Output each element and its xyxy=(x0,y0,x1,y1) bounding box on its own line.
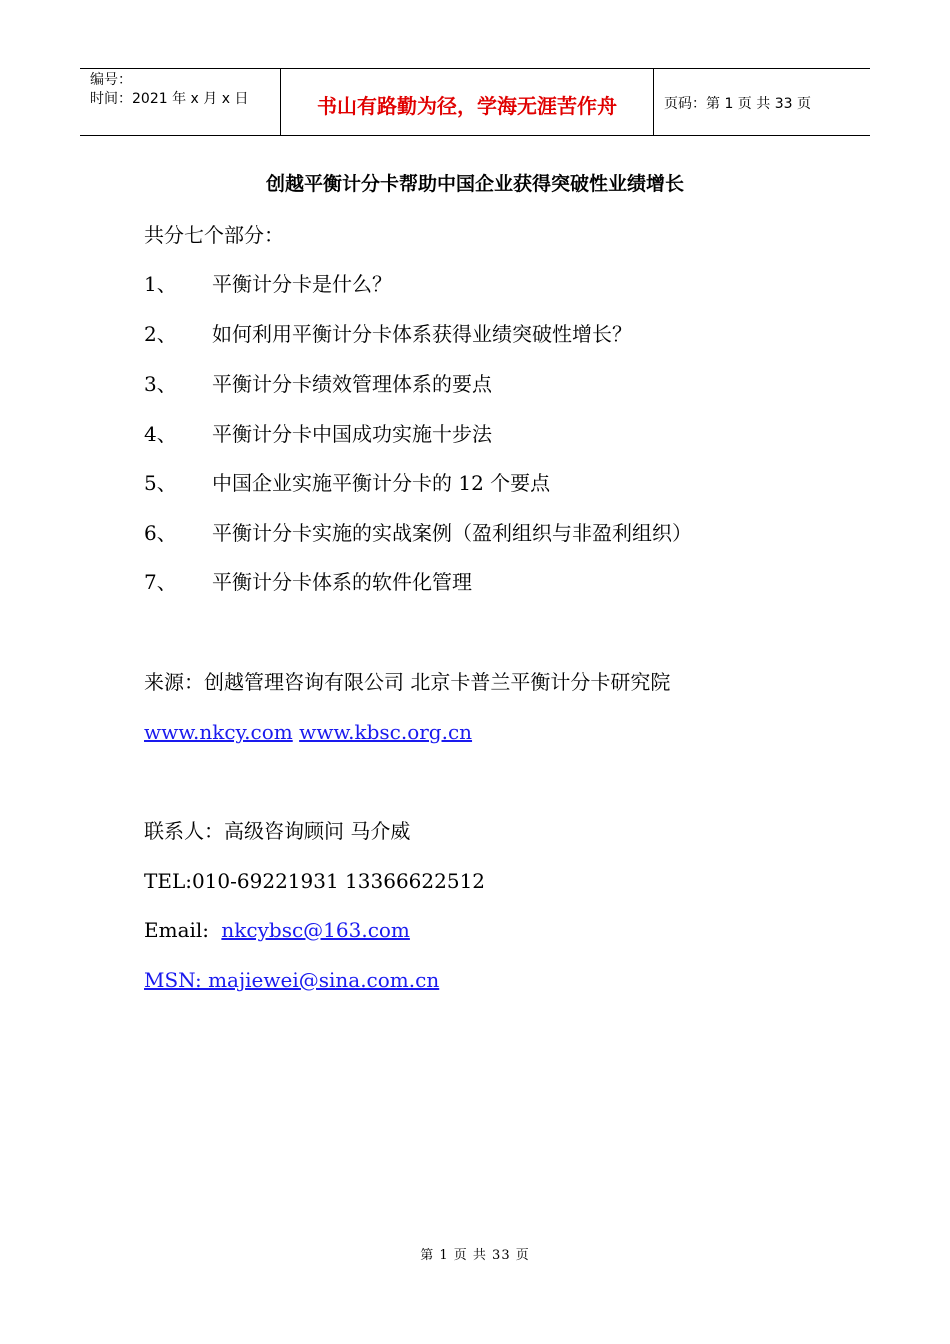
section-number: 7、 xyxy=(144,570,177,594)
header-meta xyxy=(80,69,281,135)
contact-tel: TEL:010-69221931 13366622512 xyxy=(144,869,486,893)
section-number: 4、 xyxy=(144,422,177,446)
header-motto: 书山有路勤为径，学海无涯苦作舟 xyxy=(281,69,654,135)
section-text: 中国企业实施平衡计分卡的 12 个要点 xyxy=(212,471,551,495)
number-label: 编号： xyxy=(90,72,132,88)
contact-person: 联系人：高级咨询顾问 马介威 xyxy=(144,819,411,843)
email-label: Email: xyxy=(144,918,210,942)
website-link-nkcy[interactable]: www.nkcy.com xyxy=(144,720,293,744)
email-link[interactable]: nkcybsc@163.com xyxy=(221,918,410,942)
section-text: 平衡计分卡是什么？ xyxy=(212,272,392,296)
contact-msn-line xyxy=(144,967,439,993)
section-text: 如何利用平衡计分卡体系获得业绩突破性增长？ xyxy=(212,322,632,346)
section-number: 3、 xyxy=(144,372,177,396)
contact-email-line xyxy=(144,917,410,943)
website-link-kbsc[interactable]: www.kbsc.org.cn xyxy=(299,720,473,744)
source-text: 来源：创越管理咨询有限公司 北京卡普兰平衡计分卡研究院 xyxy=(144,670,671,694)
section-text: 平衡计分卡绩效管理体系的要点 xyxy=(212,372,492,396)
time-label: 时间：2021 年 x 月 x 日 xyxy=(90,91,249,107)
section-number: 6、 xyxy=(144,521,177,545)
website-links xyxy=(144,719,472,745)
section-text: 平衡计分卡实施的实战案例（盈利组织与非盈利组织） xyxy=(212,521,692,545)
section-text: 平衡计分卡体系的软件化管理 xyxy=(212,570,472,594)
document-title: 创越平衡计分卡帮助中国企业获得突破性业绩增长 xyxy=(265,173,684,195)
section-number: 5、 xyxy=(144,471,177,495)
page-footer: 第 1 页 共 33 页 xyxy=(420,1248,530,1263)
section-number: 1、 xyxy=(144,272,177,296)
section-text: 平衡计分卡中国成功实施十步法 xyxy=(212,422,492,446)
msn-link[interactable]: MSN: majiewei@sina.com.cn xyxy=(144,968,440,992)
document-header xyxy=(80,68,870,136)
intro-text: 共分七个部分： xyxy=(144,223,284,247)
section-number: 2、 xyxy=(144,322,177,346)
header-page-info: 页码：第 1 页 共 33 页 xyxy=(664,95,811,112)
